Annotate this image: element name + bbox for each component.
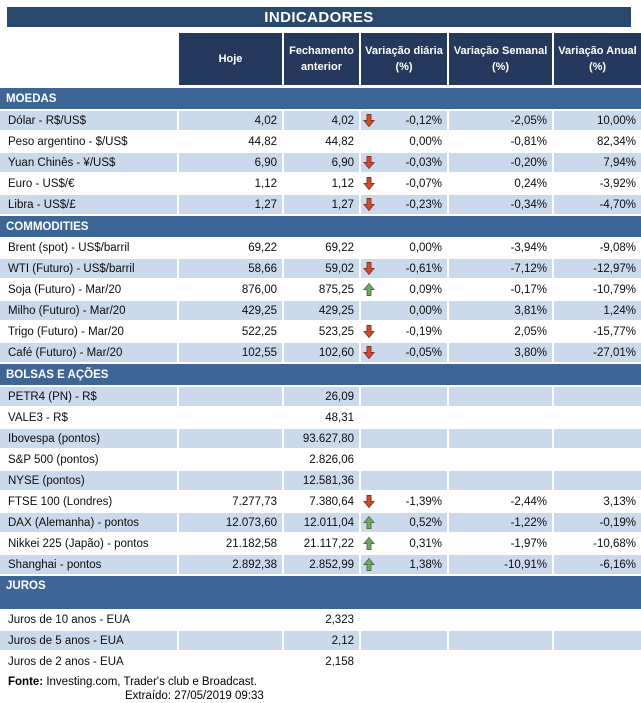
fechamento-value: 4,02: [283, 110, 360, 131]
variacao-anual-value: -12,97%: [553, 258, 641, 279]
row-label: VALE3 - R$: [8, 411, 68, 424]
variacao-anual-value: -27,01%: [553, 342, 641, 363]
row-label: Ibovespa (pontos): [0, 428, 178, 449]
down-arrow-icon: [363, 114, 375, 127]
row-label: DAX (Alemanha) - pontos: [0, 512, 178, 533]
table-row: [0, 610, 641, 631]
hoje-value: [178, 407, 283, 428]
variacao-diaria-cell: [360, 428, 448, 449]
row-label: Trigo (Futuro) - Mar/20: [8, 325, 124, 338]
variacao-anual-value: [553, 428, 641, 449]
variacao-semanal-value: [448, 651, 553, 671]
fechamento-value: 12.581,36: [283, 470, 360, 491]
hoje-value: 69,22: [178, 238, 283, 259]
variacao-diaria-cell: [360, 131, 448, 152]
table-row: [0, 342, 641, 363]
variacao-semanal-value: -1,22%: [448, 512, 553, 533]
variacao-diaria-cell: [360, 512, 448, 533]
variacao-semanal-value: 3,80%: [448, 342, 553, 363]
variacao-semanal-value: -0,34%: [448, 194, 553, 215]
table-row: [0, 110, 641, 131]
fechamento-value: 2.852,99: [283, 554, 360, 575]
variacao-semanal-value: [448, 407, 553, 428]
section-header: MOEDAS: [0, 87, 641, 111]
variacao-diaria-value: 0,00%: [409, 135, 442, 148]
variacao-semanal-value: -2,05%: [448, 110, 553, 131]
variacao-diaria-value: 1,38%: [409, 558, 442, 571]
fechamento-value: 102,60: [283, 342, 360, 363]
variacao-diaria-cell: [360, 449, 448, 470]
corner-cell: [0, 33, 178, 87]
variacao-diaria-cell: [360, 610, 448, 631]
row-label: Brent (spot) - US$/barril: [8, 241, 130, 254]
table-row: [0, 300, 641, 321]
hoje-value: 7.277,73: [178, 491, 283, 512]
section-header-row: [0, 363, 641, 386]
hoje-value: 876,00: [178, 279, 283, 300]
variacao-diaria-cell: [360, 651, 448, 671]
variacao-diaria-cell: [360, 300, 448, 321]
variacao-diaria-value: 0,00%: [409, 241, 442, 254]
fechamento-value: 6,90: [283, 152, 360, 173]
variacao-anual-value: -15,77%: [553, 321, 641, 342]
table-row: [0, 279, 641, 300]
fechamento-value: 7.380,64: [283, 491, 360, 512]
row-label: Peso argentino - $/US$: [8, 135, 128, 148]
row-label: Juros de 5 anos - EUA: [0, 630, 178, 651]
row-label: Nikkei 225 (Japão) - pontos: [8, 537, 149, 550]
indicators-table: [0, 33, 641, 671]
variacao-diaria-value: -0,07%: [405, 177, 442, 190]
variacao-anual-value: 7,94%: [553, 152, 641, 173]
variacao-diaria-cell: [360, 321, 448, 342]
variacao-anual-value: [553, 386, 641, 407]
variacao-semanal-value: -2,44%: [448, 491, 553, 512]
variacao-diaria-cell: [360, 491, 448, 512]
variacao-anual-value: [553, 610, 641, 631]
row-label: Shanghai - pontos: [0, 554, 178, 575]
variacao-diaria-value: -0,61%: [405, 262, 442, 275]
variacao-anual-value: -9,08%: [553, 238, 641, 259]
down-arrow-icon: [363, 177, 375, 190]
table-row: [0, 131, 641, 152]
column-header-variacao-semanal: Variação Semanal (%): [448, 33, 553, 87]
variacao-diaria-cell: [360, 533, 448, 554]
down-arrow-icon: [363, 262, 375, 275]
fechamento-value: 2,158: [283, 651, 360, 671]
variacao-diaria-cell: [360, 407, 448, 428]
variacao-anual-value: -0,19%: [553, 512, 641, 533]
table-row: [0, 258, 641, 279]
table-row: [0, 630, 641, 651]
section-header: JUROS: [0, 575, 641, 610]
variacao-semanal-value: -7,12%: [448, 258, 553, 279]
hoje-value: 58,66: [178, 258, 283, 279]
row-label: FTSE 100 (Londres): [8, 495, 113, 508]
hoje-value: 1,27: [178, 194, 283, 215]
variacao-anual-value: -6,16%: [553, 554, 641, 575]
variacao-diaria-cell: [360, 630, 448, 651]
variacao-diaria-value: -0,05%: [405, 346, 442, 359]
hoje-value: 6,90: [178, 152, 283, 173]
variacao-diaria-value: 0,31%: [409, 537, 442, 550]
row-label: S&P 500 (pontos): [8, 453, 99, 466]
fechamento-value: 44,82: [283, 131, 360, 152]
section-header-row: [0, 215, 641, 238]
variacao-diaria-cell: [360, 554, 448, 575]
up-arrow-icon: [363, 558, 375, 571]
row-label: Milho (Futuro) - Mar/20: [0, 300, 178, 321]
down-arrow-icon: [363, 495, 375, 508]
variacao-anual-value: [553, 407, 641, 428]
variacao-semanal-value: -3,94%: [448, 238, 553, 259]
table-row: [0, 194, 641, 215]
fechamento-value: 2,323: [283, 610, 360, 631]
row-label: Juros de 2 anos - EUA: [8, 655, 124, 668]
row-label: PETR4 (PN) - R$: [0, 386, 178, 407]
variacao-anual-value: 3,13%: [553, 491, 641, 512]
variacao-diaria-cell: [360, 110, 448, 131]
variacao-semanal-value: -0,81%: [448, 131, 553, 152]
fechamento-value: 523,25: [283, 321, 360, 342]
variacao-anual-value: -10,79%: [553, 279, 641, 300]
down-arrow-icon: [363, 346, 375, 359]
table-row: [0, 238, 641, 259]
extracted-timestamp: Extraído: 27/05/2019 09:33: [125, 690, 264, 702]
fechamento-value: 2,12: [283, 630, 360, 651]
variacao-anual-value: -10,68%: [553, 533, 641, 554]
variacao-semanal-value: 3,81%: [448, 300, 553, 321]
table-row: [0, 491, 641, 512]
variacao-semanal-value: 0,24%: [448, 173, 553, 194]
table-row: [0, 321, 641, 342]
fechamento-value: 12.011,04: [283, 512, 360, 533]
column-header-variacao-anual: Variação Anual (%): [553, 33, 641, 87]
hoje-value: 21.182,58: [178, 533, 283, 554]
variacao-anual-value: [553, 449, 641, 470]
variacao-semanal-value: [448, 428, 553, 449]
table-row: [0, 428, 641, 449]
table-row: [0, 449, 641, 470]
page-title: INDICADORES: [264, 8, 374, 26]
variacao-diaria-cell: [360, 386, 448, 407]
variacao-semanal-value: -1,97%: [448, 533, 553, 554]
section-header: BOLSAS E AÇÕES: [0, 363, 641, 386]
hoje-value: [178, 386, 283, 407]
variacao-diaria-value: -0,23%: [405, 198, 442, 211]
fechamento-value: 59,02: [283, 258, 360, 279]
fechamento-value: 21.117,22: [283, 533, 360, 554]
variacao-semanal-value: -10,91%: [448, 554, 553, 575]
down-arrow-icon: [363, 156, 375, 169]
fechamento-value: 2.826,06: [283, 449, 360, 470]
variacao-diaria-cell: [360, 342, 448, 363]
hoje-value: 2.892,38: [178, 554, 283, 575]
column-header-variacao-diaria: Variação diária (%): [360, 33, 448, 87]
up-arrow-icon: [363, 537, 375, 550]
source-text: Investing.com, Trader's club e Broadcast.: [43, 676, 257, 688]
variacao-diaria-value: 0,09%: [409, 283, 442, 296]
table-row: [0, 512, 641, 533]
row-label: WTI (Futuro) - US$/barril: [0, 258, 178, 279]
up-arrow-icon: [363, 283, 375, 296]
variacao-diaria-value: 0,00%: [409, 304, 442, 317]
table-row: [0, 651, 641, 671]
fechamento-value: 1,12: [283, 173, 360, 194]
variacao-anual-value: 10,00%: [553, 110, 641, 131]
variacao-semanal-value: 2,05%: [448, 321, 553, 342]
hoje-value: [178, 428, 283, 449]
variacao-diaria-cell: [360, 470, 448, 491]
variacao-diaria-cell: [360, 279, 448, 300]
source-label: Fonte:: [8, 676, 44, 688]
variacao-semanal-value: -0,20%: [448, 152, 553, 173]
variacao-semanal-value: [448, 449, 553, 470]
variacao-diaria-value: -1,39%: [405, 495, 442, 508]
hoje-value: 44,82: [178, 131, 283, 152]
row-label: Yuan Chinês - ¥/US$: [0, 152, 178, 173]
column-header-row: [0, 33, 641, 87]
variacao-diaria-cell: [360, 173, 448, 194]
down-arrow-icon: [363, 325, 375, 338]
variacao-semanal-value: -0,17%: [448, 279, 553, 300]
fechamento-value: 69,22: [283, 238, 360, 259]
fechamento-value: 26,09: [283, 386, 360, 407]
table-row: [0, 407, 641, 428]
variacao-anual-value: 82,34%: [553, 131, 641, 152]
row-label: Café (Futuro) - Mar/20: [0, 342, 178, 363]
variacao-anual-value: -3,92%: [553, 173, 641, 194]
hoje-value: 429,25: [178, 300, 283, 321]
variacao-diaria-cell: [360, 152, 448, 173]
variacao-diaria-cell: [360, 238, 448, 259]
table-row: [0, 152, 641, 173]
table-row: [0, 554, 641, 575]
variacao-diaria-value: -0,19%: [405, 325, 442, 338]
table-row: [0, 173, 641, 194]
hoje-value: 102,55: [178, 342, 283, 363]
variacao-diaria-value: -0,03%: [405, 156, 442, 169]
variacao-anual-value: -4,70%: [553, 194, 641, 215]
fechamento-value: 48,31: [283, 407, 360, 428]
fechamento-value: 1,27: [283, 194, 360, 215]
row-label: Libra - US$/£: [0, 194, 178, 215]
variacao-diaria-value: -0,12%: [405, 114, 442, 127]
hoje-value: [178, 651, 283, 671]
variacao-anual-value: [553, 470, 641, 491]
variacao-anual-value: [553, 651, 641, 671]
hoje-value: [178, 610, 283, 631]
source-line: [0, 675, 641, 689]
column-header-fechamento: Fechamento anterior: [283, 33, 360, 87]
hoje-value: 1,12: [178, 173, 283, 194]
variacao-anual-value: 1,24%: [553, 300, 641, 321]
fechamento-value: 429,25: [283, 300, 360, 321]
fechamento-value: 875,25: [283, 279, 360, 300]
hoje-value: 12.073,60: [178, 512, 283, 533]
variacao-diaria-cell: [360, 258, 448, 279]
row-label: NYSE (pontos): [0, 470, 178, 491]
variacao-semanal-value: [448, 610, 553, 631]
variacao-semanal-value: [448, 630, 553, 651]
hoje-value: [178, 630, 283, 651]
fechamento-value: 93.627,80: [283, 428, 360, 449]
hoje-value: [178, 470, 283, 491]
row-label: Dólar - R$/US$: [0, 110, 178, 131]
variacao-semanal-value: [448, 470, 553, 491]
variacao-semanal-value: [448, 386, 553, 407]
row-label: Juros de 10 anos - EUA: [8, 613, 131, 626]
up-arrow-icon: [363, 516, 375, 529]
report-title-bar: [7, 7, 631, 27]
section-header-row: [0, 575, 641, 610]
down-arrow-icon: [363, 198, 375, 211]
variacao-diaria-value: 0,52%: [409, 516, 442, 529]
row-label: Euro - US$/€: [8, 177, 75, 190]
hoje-value: [178, 449, 283, 470]
table-row: [0, 470, 641, 491]
variacao-diaria-cell: [360, 194, 448, 215]
indicators-report: [0, 7, 641, 703]
variacao-anual-value: [553, 630, 641, 651]
section-header: COMMODITIES: [0, 215, 641, 238]
table-row: [0, 533, 641, 554]
hoje-value: 4,02: [178, 110, 283, 131]
report-footer: [0, 675, 641, 703]
row-label: Soja (Futuro) - Mar/20: [8, 283, 122, 296]
section-header-row: [0, 87, 641, 111]
column-header-hoje: Hoje: [178, 33, 283, 87]
table-row: [0, 386, 641, 407]
hoje-value: 522,25: [178, 321, 283, 342]
